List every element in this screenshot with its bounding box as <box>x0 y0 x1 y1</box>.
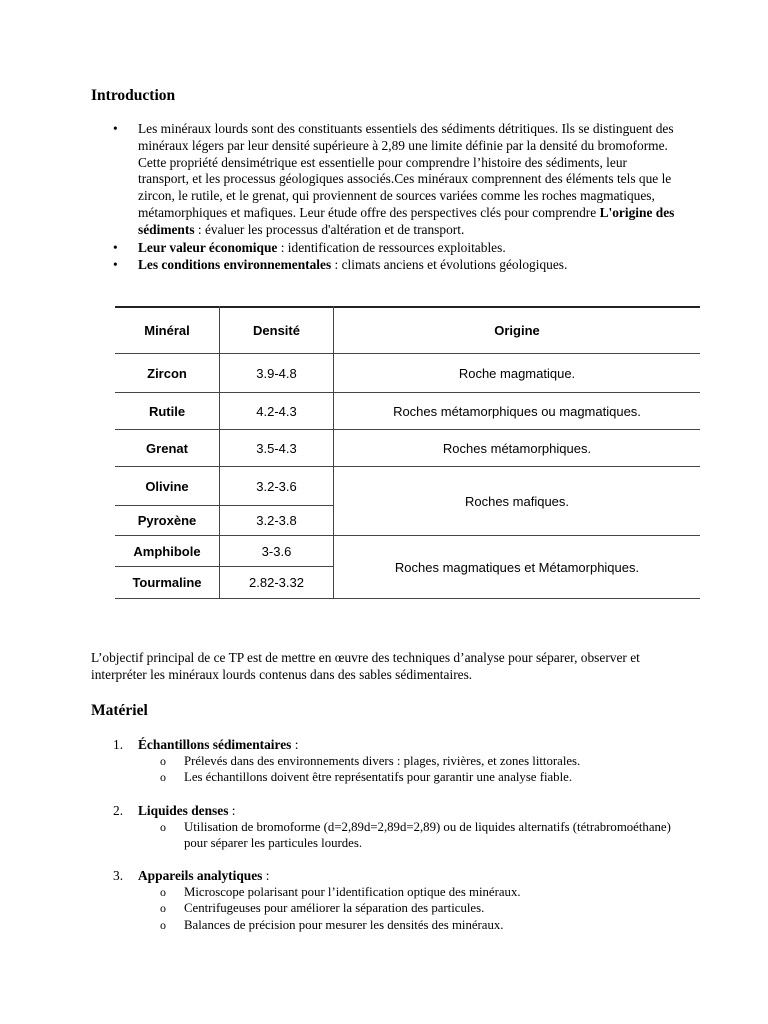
circle-bullet-icon: o <box>160 770 166 785</box>
sub-item <box>138 819 691 852</box>
materiel-item <box>91 802 691 852</box>
sub-item <box>138 917 691 933</box>
sub-item <box>138 769 691 785</box>
item-suffix: : <box>291 737 299 752</box>
item-suffix: : <box>228 802 236 818</box>
cell-origine: Roches magmatiques et Métamorphiques. <box>394 559 640 575</box>
sub-item-text: Utilisation de bromoforme (d=2,89d=2,89d=2,89) ou de liquides alternatifs (tétrabromoéthane) pour séparer les particules lourdes. <box>184 819 671 850</box>
sub-item-text: Microscope polarisant pour l’identification optique des minéraux. <box>184 885 521 900</box>
cell-densite: 3.5-4.3 <box>256 440 297 456</box>
introduction-paragraph: Les minéraux lourds sont des constituants essentiels des sédiments détritiques. Ils se distinguent des minéraux légers par leur densité supérieure à 2,89 une limite définie par la densité du bromoforme. Cette propriété densimétrique est essentielle pour comprendre l’histoire des sédiments, leur transport, et les processus géologiques associés.Ces minéraux comprennent des éléments tels que le zircon, le rutile, et le grenat, qui proviennent de sources variées comme les roches magmatiques, métamorphiques et mafiques. Leur étude offre des perspectives clés pour comprendre <box>138 121 674 220</box>
circle-bullet-icon: o <box>160 901 166 916</box>
sub-item <box>138 753 691 769</box>
circle-bullet-icon: o <box>160 917 166 932</box>
sub-list <box>138 884 691 933</box>
sub-item <box>138 884 691 900</box>
point-origine-label: L'origine des sédiments <box>138 204 675 237</box>
table-border-bottom <box>115 598 700 599</box>
cell-mineral: Amphibole <box>133 543 201 559</box>
cell-mineral: Pyroxène <box>137 513 197 528</box>
cell-densite: 3-3.6 <box>261 543 292 559</box>
cell-densite: 3.2-3.8 <box>256 513 297 528</box>
cell-densite: 3.9-4.8 <box>256 365 297 381</box>
sub-item <box>138 900 691 916</box>
sub-item-text: Les échantillons doivent être représentatifs pour garantir une analyse fiable. <box>184 770 573 785</box>
cell-mineral: Tourmaline <box>132 575 202 590</box>
introduction-heading: Introduction <box>91 87 176 104</box>
cell-densite: 2.82-3.32 <box>249 575 304 590</box>
item-label: Appareils analytiques <box>138 868 263 884</box>
minerals-table <box>115 305 700 600</box>
sub-item-text: Balances de précision pour mesurer les densités des minéraux. <box>184 917 504 932</box>
sub-list <box>138 753 691 786</box>
header-mineral: Minéral <box>144 323 190 338</box>
materiel-list <box>91 736 691 949</box>
point-environnement-text: : climats anciens et évolutions géologiques. <box>331 256 568 272</box>
cell-origine: Roches métamorphiques ou magmatiques. <box>393 403 641 419</box>
point-origine-text: : évaluer les processus d'altération et de transport. <box>194 221 465 237</box>
list-item <box>91 256 681 273</box>
header-origine: Origine <box>494 323 540 338</box>
cell-mineral: Rutile <box>148 403 186 419</box>
item-suffix: : <box>262 868 270 884</box>
objectif-paragraph: L’objectif principal de ce TP est de mettre en œuvre des techniques d’analyse pour séparer, observer et interpréter les minéraux lourds contenus dans des sables sédimentaires. <box>91 650 640 682</box>
item-label: Liquides denses <box>138 802 229 818</box>
item-number: 1. <box>113 737 124 752</box>
cell-mineral: Grenat <box>146 440 188 456</box>
introduction-list <box>91 121 681 273</box>
list-item <box>91 239 681 256</box>
point-economique-label: Leur valeur économique <box>138 239 278 255</box>
cell-densite: 3.2-3.6 <box>256 478 297 494</box>
cell-mineral: Zircon <box>147 365 187 381</box>
cell-densite: 4.2-4.3 <box>256 403 297 419</box>
list-item <box>91 121 681 239</box>
cell-origine: Roches métamorphiques. <box>442 440 592 456</box>
point-economique-text: : identification de ressources exploitables. <box>277 239 506 255</box>
point-environnement-label: Les conditions environnementales <box>138 256 332 272</box>
item-label: Échantillons sédimentaires <box>138 737 292 752</box>
item-number: 2. <box>113 802 124 818</box>
materiel-item <box>91 736 691 786</box>
circle-bullet-icon: o <box>160 885 166 900</box>
circle-bullet-icon: o <box>160 819 166 834</box>
sub-item-text: Prélevés dans des environnements divers : plages, rivières, et zones littorales. <box>184 754 581 768</box>
materiel-heading: Matériel <box>91 702 148 719</box>
materiel-item <box>91 867 691 933</box>
sub-item-text: Centrifugeuses pour améliorer la séparation des particules. <box>184 901 485 916</box>
item-number: 3. <box>113 868 124 884</box>
cell-origine: Roche magmatique. <box>458 365 576 381</box>
cell-origine: Roches mafiques. <box>464 493 570 509</box>
header-densite: Densité <box>253 323 300 338</box>
sub-list <box>138 819 691 852</box>
circle-bullet-icon: o <box>160 754 166 768</box>
cell-mineral: Olivine <box>145 478 189 494</box>
